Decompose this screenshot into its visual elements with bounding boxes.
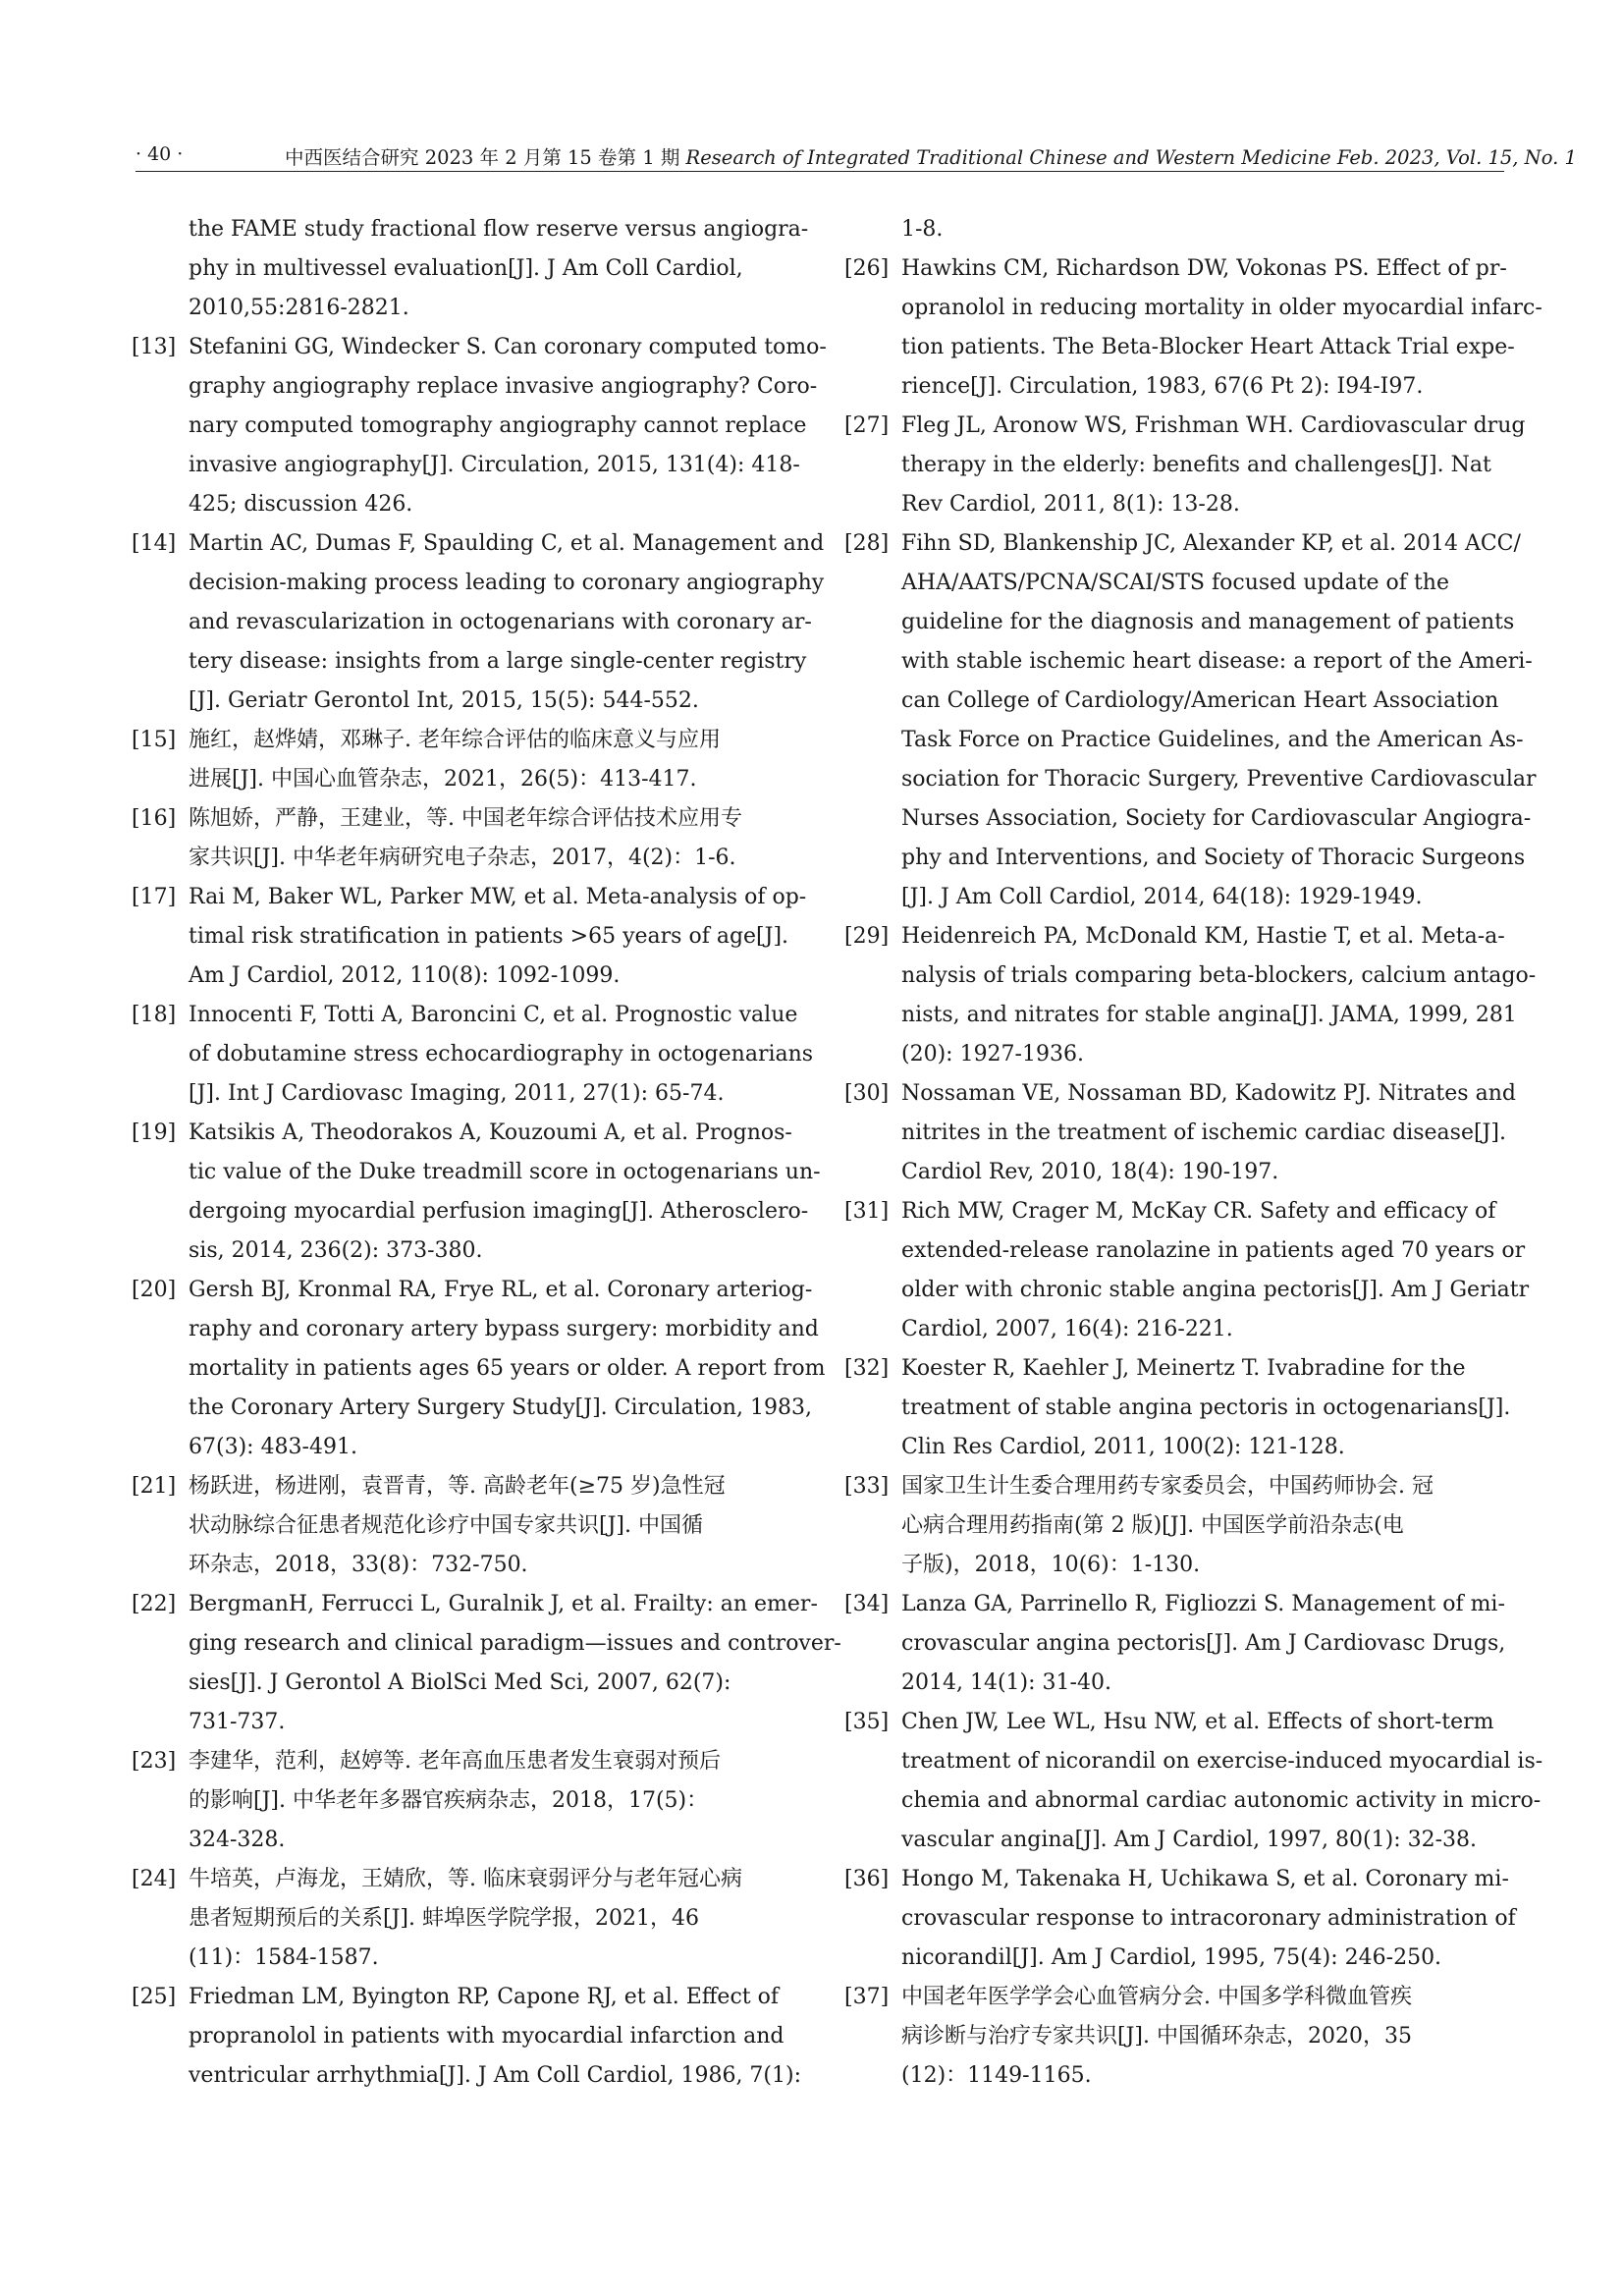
reference-number: [37] — [844, 1985, 890, 2009]
reference-text: Stefanini GG, Windecker S. Can coronary computed tomo- — [189, 335, 827, 359]
reference-item — [844, 917, 1537, 1074]
reference-first-line — [132, 1114, 792, 1153]
reference-text-line: therapy in the elderly: benefits and challenges[J]. Nat — [901, 453, 1491, 477]
reference-text: Innocenti F, Totti A, Baroncini C, et al. Prognostic value — [189, 1003, 798, 1027]
reference-text: 牛培英，卢海龙，王婧欣，等. 临床衰弱评分与老年冠心病 — [189, 1867, 742, 1891]
reference-text-line: tion patients. The Beta-Blocker Heart Attack Trial expe- — [901, 335, 1515, 359]
reference-text-line: sociation for Thoracic Surgery, Preventive Cardiovascular — [901, 767, 1537, 792]
reference-text-line: crovascular response to intracoronary administration of — [901, 1906, 1516, 1931]
reference-item — [132, 1978, 802, 2096]
reference-first-line — [132, 524, 825, 564]
reference-number: [27] — [844, 413, 890, 438]
reference-text-line: crovascular angina pectoris[J]. Am J Cardiovasc Drugs, — [901, 1631, 1506, 1656]
reference-text-line: Task Force on Practice Guidelines, and the American As- — [901, 728, 1524, 752]
reference-number: [35] — [844, 1710, 890, 1734]
reference-first-line — [844, 1074, 1516, 1114]
reference-text: Fihn SD, Blankenship JC, Alexander KP, et al. 2014 ACC/ — [901, 531, 1521, 556]
reference-item — [132, 1114, 821, 1271]
reference-number: [21] — [132, 1474, 177, 1499]
reference-first-line — [844, 1349, 1512, 1389]
reference-item — [132, 878, 807, 996]
reference-item — [132, 524, 825, 721]
reference-text-line: tery disease: insights from a large single-center registry — [189, 649, 807, 674]
reference-text-line: rience[J]. Circulation, 1983, 67(6 Pt 2): I94-I97. — [901, 374, 1424, 399]
reference-number: [16] — [132, 806, 177, 831]
reference-item — [132, 1742, 789, 1860]
reference-text-line: sies[J]. J Gerontol A BiolSci Med Sci, 2007, 62(7): — [189, 1670, 731, 1695]
reference-text-line: guideline for the diagnosis and management of patients — [901, 610, 1515, 634]
reference-text-line: graphy angiography replace invasive angiography? Coro- — [189, 374, 818, 399]
reference-text-line: 病诊断与治疗专家共识[J]. 中国循环杂志，2020，35 — [901, 2024, 1412, 2049]
reference-text: Nossaman VE, Nossaman BD, Kadowitz PJ. Nitrates and — [901, 1081, 1516, 1106]
reference-text-line: of dobutamine stress echocardiography in octogenarians — [189, 1042, 814, 1066]
reference-text-line: the Coronary Artery Surgery Study[J]. Circulation, 1983, — [189, 1395, 812, 1420]
reference-text-line: extended-release ranolazine in patients aged 70 years or — [901, 1238, 1526, 1263]
reference-text-line: ventricular arrhythmia[J]. J Am Coll Cardiol, 1986, 7(1): — [189, 2063, 802, 2088]
reference-text-line: 患者短期预后的关系[J]. 蚌埠医学院学报，2021，46 — [189, 1906, 699, 1931]
reference-text-line: can College of Cardiology/American Heart Association — [901, 688, 1499, 713]
reference-first-line — [132, 878, 807, 917]
reference-item — [844, 524, 1537, 917]
reference-first-line — [844, 1978, 1512, 2017]
reference-text: Rich MW, Crager M, McKay CR. Safety and efficacy of — [901, 1199, 1496, 1224]
reference-item — [132, 1585, 841, 1742]
reference-number: [20] — [132, 1278, 177, 1302]
reference-text-line: (11)：1584-1587. — [189, 1945, 379, 1970]
reference-text-line: 425; discussion 426. — [189, 492, 413, 517]
reference-text-line: [J]. Int J Cardiovasc Imaging, 2011, 27(1): 65-74. — [189, 1081, 725, 1106]
reference-number: [28] — [844, 531, 890, 556]
reference-text-line: 进展[J]. 中国心血管杂志，2021，26(5)：413-417. — [189, 767, 697, 792]
reference-text-line: timal risk stratification in patients >65 years of age[J]. — [189, 924, 789, 949]
reference-first-line — [132, 799, 789, 839]
reference-text-line: Clin Res Cardiol, 2011, 100(2): 121-128. — [901, 1435, 1345, 1459]
reference-number: [19] — [132, 1121, 177, 1145]
reference-text-line: raphy and coronary artery bypass surgery: morbidity and — [189, 1317, 819, 1341]
reference-item — [132, 1467, 789, 1585]
reference-number: [18] — [132, 1003, 177, 1027]
reference-text-line: invasive angiography[J]. Circulation, 2015, 131(4): 418- — [189, 453, 800, 477]
reference-text: Lanza GA, Parrinello R, Figliozzi S. Management of mi- — [901, 1592, 1505, 1616]
reference-text: Katsikis A, Theodorakos A, Kouzoumi A, et al. Prognos- — [189, 1121, 792, 1145]
reference-text: Hawkins CM, Richardson DW, Vokonas PS. Effect of pr- — [901, 256, 1507, 281]
reference-text: 国家卫生计生委合理用药专家委员会，中国药师协会. 冠 — [901, 1474, 1434, 1499]
reference-first-line — [844, 407, 1526, 446]
reference-number: [22] — [132, 1592, 177, 1616]
reference-text-line: treatment of stable angina pectoris in octogenarians[J]. — [901, 1395, 1511, 1420]
reference-first-line — [132, 996, 798, 1035]
reference-item — [844, 1860, 1516, 1978]
reference-text-line: nists, and nitrates for stable angina[J]. JAMA, 1999, 281 — [901, 1003, 1517, 1027]
reference-text-line: Cardiol Rev, 2010, 18(4): 190-197. — [901, 1160, 1279, 1184]
reference-text: 陈旭娇，严静，王建业，等. 中国老年综合评估技术应用专 — [189, 806, 742, 831]
reference-number: [34] — [844, 1592, 890, 1616]
reference-text-line: propranolol in patients with myocardial infarction and — [189, 2024, 784, 2049]
reference-column-right — [844, 210, 1543, 2096]
reference-item — [844, 407, 1526, 524]
reference-text-line: chemia and abnormal cardiac autonomic activity in micro- — [901, 1788, 1542, 1813]
reference-text-line: AHA/AATS/PCNA/SCAI/STS focused update of the — [901, 571, 1449, 595]
reference-first-line — [132, 1271, 813, 1310]
reference-number: [23] — [132, 1749, 177, 1774]
journal-citation — [285, 142, 1577, 170]
reference-text-line: 2014, 14(1): 31-40. — [901, 1670, 1111, 1695]
reference-item — [132, 799, 789, 878]
reference-text-line: the FAME study fractional flow reserve versus angiogra- — [189, 217, 809, 242]
reference-item — [844, 1074, 1516, 1192]
reference-text: BergmanH, Ferrucci L, Guralnik J, et al. Frailty: an emer- — [189, 1592, 818, 1616]
reference-first-line — [132, 721, 789, 760]
reference-text-line: Cardiol, 2007, 16(4): 216-221. — [901, 1317, 1233, 1341]
reference-text-line: 子版)，2018，10(6)：1-130. — [901, 1553, 1201, 1577]
reference-text: Friedman LM, Byington RP, Capone RJ, et al. Effect of — [189, 1985, 779, 2009]
reference-item — [844, 1585, 1512, 1703]
reference-first-line — [844, 249, 1512, 289]
reference-number: [24] — [132, 1867, 177, 1891]
reference-item — [844, 1192, 1530, 1349]
reference-text-line: tic value of the Duke treadmill score in octogenarians un- — [189, 1160, 821, 1184]
reference-first-line — [844, 1585, 1512, 1624]
reference-first-line — [844, 1467, 1512, 1506]
journal-name-en: Research of Integrated Traditional Chinese and Western Medicine Feb. 2023, Vol. 15, No. 1 — [685, 146, 1577, 169]
reference-item — [132, 1860, 789, 1978]
reference-text: Heidenreich PA, McDonald KM, Hastie T, et al. Meta-a- — [901, 924, 1505, 949]
reference-text-line: [J]. J Am Coll Cardiol, 2014, 64(18): 1929-1949. — [901, 885, 1423, 909]
reference-text: Hongo M, Takenaka H, Uchikawa S, et al. Coronary mi- — [901, 1867, 1509, 1891]
reference-text-line: phy and Interventions, and Society of Thoracic Surgeons — [901, 846, 1526, 870]
reference-text: 中国老年医学学会心血管病分会. 中国多学科微血管疾 — [901, 1985, 1412, 2009]
reference-continuation — [844, 210, 1512, 249]
reference-text: Fleg JL, Aronow WS, Frishman WH. Cardiovascular drug — [901, 413, 1526, 438]
reference-text-line: sis, 2014, 236(2): 373-380. — [189, 1238, 483, 1263]
reference-first-line — [132, 328, 827, 367]
reference-text: Martin AC, Dumas F, Spaulding C, et al. Management and — [189, 531, 825, 556]
reference-text-line: dergoing myocardial perfusion imaging[J]. Atherosclero- — [189, 1199, 809, 1224]
reference-text-line: Am J Cardiol, 2012, 110(8): 1092-1099. — [189, 963, 621, 988]
reference-number: [15] — [132, 728, 177, 752]
reference-text-line: mortality in patients ages 65 years or older. A report from — [189, 1356, 826, 1381]
reference-item — [132, 721, 789, 799]
reference-number: [32] — [844, 1356, 890, 1381]
reference-first-line — [844, 1192, 1512, 1231]
reference-number: [14] — [132, 531, 177, 556]
reference-text: 李建华，范利，赵婷等. 老年高血压患者发生衰弱对预后 — [189, 1749, 721, 1774]
reference-item — [844, 1349, 1512, 1467]
reference-first-line — [844, 917, 1512, 957]
reference-item — [132, 328, 827, 524]
reference-text-line: 324-328. — [189, 1828, 286, 1852]
reference-text-line: 2010,55:2816-2821. — [189, 296, 409, 320]
reference-text-line: 环杂志，2018，33(8)：732-750. — [189, 1553, 528, 1577]
running-header — [135, 141, 1577, 172]
reference-continuation — [132, 210, 809, 328]
reference-item — [132, 1271, 826, 1467]
reference-text: Chen JW, Lee WL, Hsu NW, et al. Effects of short-term — [901, 1710, 1494, 1734]
reference-text: Gersh BJ, Kronmal RA, Frye RL, et al. Coronary arteriog- — [189, 1278, 813, 1302]
reference-text-line: phy in multivessel evaluation[J]. J Am Coll Cardiol, — [189, 256, 743, 281]
reference-first-line — [132, 1742, 789, 1781]
reference-text: 施红，赵烨婧，邓琳子. 老年综合评估的临床意义与应用 — [189, 728, 721, 752]
reference-text: Koester R, Kaehler J, Meinertz T. Ivabradine for the — [901, 1356, 1466, 1381]
reference-number: [17] — [132, 885, 177, 909]
reference-column-left — [132, 210, 841, 2096]
reference-text-line: 的影响[J]. 中华老年多器官疾病杂志，2018，17(5)： — [189, 1788, 709, 1813]
reference-text-line: nicorandil[J]. Am J Cardiol, 1995, 75(4): 246-250. — [901, 1945, 1442, 1970]
reference-text-line: 心病合理用药指南(第 2 版)[J]. 中国医学前沿杂志(电 — [901, 1513, 1404, 1538]
reference-number: [30] — [844, 1081, 890, 1106]
reference-number: [25] — [132, 1985, 177, 2009]
reference-text-line: opranolol in reducing mortality in older myocardial infarc- — [901, 296, 1542, 320]
reference-text-line: 家共识[J]. 中华老年病研究电子杂志，2017，4(2)：1-6. — [189, 846, 736, 870]
reference-text-line: Rev Cardiol, 2011, 8(1): 13-28. — [901, 492, 1240, 517]
reference-number: [13] — [132, 335, 177, 359]
reference-text-line: Nurses Association, Society for Cardiovascular Angiogra- — [901, 806, 1532, 831]
journal-name-cn: 中西医结合研究 2023 年 2 月第 15 卷第 1 期 — [285, 146, 680, 169]
reference-text-line: ging research and clinical paradigm—issues and controver- — [189, 1631, 841, 1656]
reference-first-line — [844, 1860, 1512, 1899]
reference-text-line: 状动脉综合征患者规范化诊疗中国专家共识[J]. 中国循 — [189, 1513, 703, 1538]
reference-text-line: nalysis of trials comparing beta-blockers, calcium antago- — [901, 963, 1537, 988]
reference-first-line — [132, 1860, 789, 1899]
reference-text-line: (12)：1149-1165. — [901, 2063, 1092, 2088]
reference-number: [33] — [844, 1474, 890, 1499]
reference-text-line: 67(3): 483-491. — [189, 1435, 357, 1459]
reference-text-line: nitrites in the treatment of ischemic cardiac disease[J]. — [901, 1121, 1506, 1145]
reference-number: [36] — [844, 1867, 890, 1891]
reference-item — [844, 1467, 1512, 1585]
reference-number: [29] — [844, 924, 890, 949]
reference-text-line: 731-737. — [189, 1710, 286, 1734]
reference-first-line — [132, 1467, 789, 1506]
reference-number: [31] — [844, 1199, 890, 1224]
reference-text-line: [J]. Geriatr Gerontol Int, 2015, 15(5): 544-552. — [189, 688, 699, 713]
reference-text-line: nary computed tomography angiography cannot replace — [189, 413, 807, 438]
reference-first-line — [132, 1978, 789, 2017]
reference-text-line: vascular angina[J]. Am J Cardiol, 1997, 80(1): 32-38. — [901, 1828, 1478, 1852]
reference-text-line: and revascularization in octogenarians with coronary ar- — [189, 610, 812, 634]
reference-text-line: treatment of nicorandil on exercise-induced myocardial is- — [901, 1749, 1543, 1774]
reference-text-line: with stable ischemic heart disease: a report of the Ameri- — [901, 649, 1533, 674]
reference-item — [844, 1703, 1543, 1860]
reference-first-line — [844, 524, 1521, 564]
reference-item — [132, 996, 814, 1114]
reference-text: Rai M, Baker WL, Parker MW, et al. Meta-analysis of op- — [189, 885, 807, 909]
reference-first-line — [132, 1585, 818, 1624]
reference-item — [844, 1978, 1512, 2096]
page-number: · 40 · — [135, 143, 184, 165]
reference-text: 杨跃进，杨进刚，袁晋青，等. 高龄老年(≥75 岁)急性冠 — [189, 1474, 726, 1499]
reference-item — [844, 249, 1542, 407]
reference-first-line — [844, 1703, 1512, 1742]
reference-text-line: 1-8. — [901, 217, 944, 242]
reference-text-line: older with chronic stable angina pectoris[J]. Am J Geriatr — [901, 1278, 1530, 1302]
reference-number: [26] — [844, 256, 890, 281]
reference-text-line: (20): 1927-1936. — [901, 1042, 1084, 1066]
reference-text-line: decision-making process leading to coronary angiography — [189, 571, 825, 595]
